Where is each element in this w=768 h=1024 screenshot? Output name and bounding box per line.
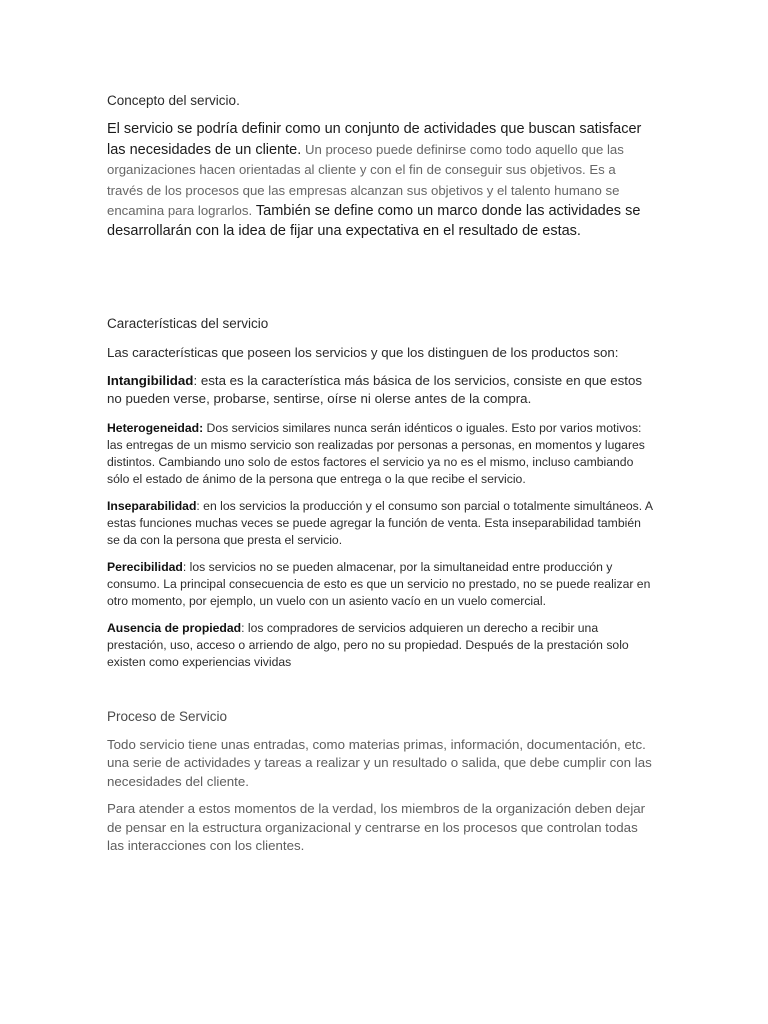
paragraph-caracteristicas-intro: Las características que poseen los servicios y que los distinguen de los productos son: [107, 345, 619, 360]
term-label: Inseparabilidad [107, 498, 197, 513]
section-heading-concepto: Concepto del servicio. [107, 93, 240, 108]
paragraph-proceso-entradas: Todo servicio tiene unas entradas, como materias primas, información, documentación, etc. una serie de actividades y tareas a realizar y un resultado o salida, que debe cumplir con las necesidades del cliente. [107, 736, 652, 789]
document-page [107, 92, 655, 856]
text-definition: El servicio se podría definir como un conjunto de actividades que buscan satisfacer las necesidades de un cliente. [107, 121, 642, 158]
characteristic-heterogeneidad [107, 420, 655, 488]
term-description: Dos servicios similares nunca serán idénticos o iguales. Esto por varios motivos: las entregas de un mismo servicio son realizadas por personas a personas, en momentos y lugares distintos. Cambiando uno solo de estos factores el servicio ya no es el mismo, incluso cambiando sólo el estado de ánimo de la persona que entrega o la que recibe el servicio. [107, 420, 645, 486]
term-description: : en los servicios la producción y el consumo son parcial o totalmente simultáneos. A estas funciones muchas veces se puede agregar la función de venta. Esta inseparabilidad también se da con la persona que presta el servicio. [107, 498, 653, 547]
paragraph-momentos-verdad: Para atender a estos momentos de la verdad, los miembros de la organización deben dejar de pensar en la estructura organizacional y centrarse en los procesos que controlan todas las interacciones con los clientes. [107, 801, 646, 853]
term-label: Ausencia de propiedad [107, 620, 242, 635]
term-label: Perecibilidad [107, 559, 183, 574]
term-description: : esta es la característica más básica de los servicios, consiste en que estos no pueden verse, probarse, sentirse, oírse ni olerse antes de la compra. [107, 372, 643, 406]
paragraph-concepto [107, 120, 655, 241]
section-heading-caracteristicas: Características del servicio [107, 316, 269, 331]
term-description: : los servicios no se pueden almacenar, por la simultaneidad entre producción y consumo. La principal consecuencia de esto es que un servicio no prestado, no se puede realizar en otro momento, por ejemplo, un vuelo con un asiento vacío en un vuelo comercial. [107, 559, 651, 608]
term-label: Intangibilidad [107, 372, 194, 388]
term-label: Heterogeneidad: [107, 420, 204, 435]
text-framework-definition: También se define como un marco donde las actividades se desarrollarán con la idea de fijar una expectativa en el resultado de estas. [107, 203, 641, 239]
characteristic-inseparabilidad [107, 498, 655, 549]
section-heading-proceso: Proceso de Servicio [107, 708, 228, 724]
characteristic-perecibilidad [107, 559, 655, 610]
characteristic-intangibilidad [107, 372, 655, 409]
term-description: : los compradores de servicios adquieren un derecho a recibir una prestación, uso, acceso o arriendo de algo, pero no su propiedad. Después de la prestación solo existen como experiencias vividas [107, 620, 629, 669]
characteristic-ausencia-propiedad [107, 620, 655, 671]
text-process-definition: Un proceso puede definirse como todo aquello que las organizaciones hacen orientadas al cliente y con el fin de conseguir sus objetivos. Es a través de los procesos que las empresas alcanzan sus objetivos y el talento humano se encamina para lograrlos. [107, 141, 624, 218]
